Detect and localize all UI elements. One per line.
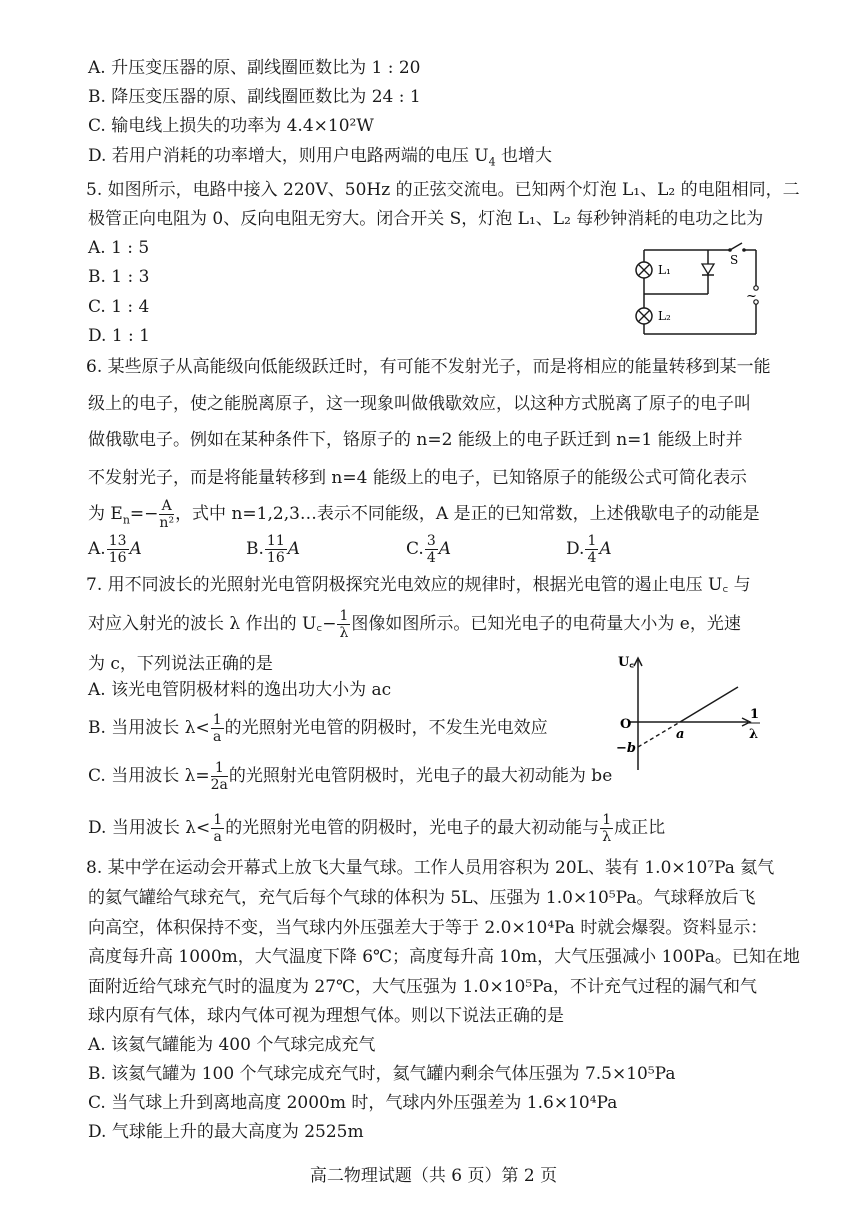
q5-option-d: D. 1 : 1 xyxy=(88,326,150,346)
q4-option-d xyxy=(88,144,552,168)
lamp-l2-icon xyxy=(636,308,652,324)
q6-choice-b-num: 11 xyxy=(266,533,285,549)
q7-option-d xyxy=(88,810,665,846)
q7-option-b xyxy=(88,710,548,746)
q7-option-c xyxy=(88,758,612,794)
q6-stem-line2: 级上的电子，使之能脱离原子，这一现象叫做俄歇效应，以这种方式脱离了原子的电子叫 xyxy=(88,394,751,414)
lamp-l1-label: L₁ xyxy=(658,263,671,277)
q7-line2-frac-num: 1 xyxy=(339,608,349,624)
q7-graph-a-label: a xyxy=(676,727,685,742)
q8-stem-line1: 8. 某中学在运动会开幕式上放飞大量气球。工作人员用容积为 20L、装有 1.0×10⁷Pa 氦气 xyxy=(86,858,775,878)
q6-stem-line1: 6. 某些原子从高能级向低能级跃迁时，有可能不发射光子，而是将相应的能量转移到某一能 xyxy=(86,357,771,377)
q6-choice-d-den: 4 xyxy=(587,550,597,566)
q6-choice-c-num: 3 xyxy=(426,533,436,549)
q6-choice-a-var: A xyxy=(129,539,142,559)
q8-option-c: C. 当气球上升到离地高度 2000m 时，气球内外压强差为 1.6×10⁴Pa xyxy=(88,1093,618,1113)
q5-option-b: B. 1 : 3 xyxy=(88,267,150,287)
q7-option-d-text: D. 当用波长 λ< xyxy=(88,818,211,838)
q6-choice-d xyxy=(566,532,612,566)
q6-stem-line5 xyxy=(88,497,760,531)
q6-choice-c-den: 4 xyxy=(426,550,436,566)
q7-option-c-den: 2a xyxy=(210,777,228,793)
q7-option-b-text: B. 当用波长 λ< xyxy=(88,718,210,738)
q6-choice-d-label: D. xyxy=(566,539,585,559)
q6-choice-d-num: 1 xyxy=(587,533,597,549)
q6-energy-symbol: 为 E xyxy=(88,504,123,524)
q6-energy-eq: =− xyxy=(129,504,159,524)
q7-option-a: A. 该光电管阴极材料的逸出功大小为 ac xyxy=(88,680,392,700)
q7-option-c-num: 1 xyxy=(211,761,228,777)
q6-stem-line4: 不发射光子，而是将能量转移到 n=4 能级上的电子，已知铬原子的能级公式可简化表示 xyxy=(88,468,747,488)
q7-stem-line3: 为 c，下列说法正确的是 xyxy=(88,654,273,674)
q7-stem-line2-text: 对应入射光的波长 λ 作出的 U꜀− xyxy=(88,614,337,634)
q8-option-b: B. 该氦气罐为 100 个气球完成充气时，氦气罐内剩余气体压强为 7.5×10⁵Pa xyxy=(88,1064,676,1084)
q5-circuit-diagram xyxy=(630,238,770,350)
q6-choice-a-label: A. xyxy=(88,539,106,559)
q6-choice-b-var: A xyxy=(287,539,301,559)
q7-uc-graph xyxy=(608,650,778,780)
q6-choice-a xyxy=(88,532,142,566)
q7-option-b-tail: 的光照射光电管的阴极时，不发生光电效应 xyxy=(224,718,548,738)
q7-stem-line2 xyxy=(88,605,741,643)
q7-graph-x-num: 1 xyxy=(750,707,760,722)
q6-energy-sub: n xyxy=(122,513,130,527)
lamp-l1-icon xyxy=(636,262,652,278)
q4-option-c: C. 输电线上损失的功率为 4.4×10²W xyxy=(88,116,374,136)
q8-stem-line6: 球内原有气体，球内气体可视为理想气体。则以下说法正确的是 xyxy=(88,1006,564,1026)
q7-option-b-den: a xyxy=(213,729,222,745)
q7-option-c-text: C. 当用波长 λ= xyxy=(88,766,210,786)
q4-option-b: B. 降压变压器的原、副线圈匝数比为 24 : 1 xyxy=(88,87,421,107)
q5-option-a: A. 1 : 5 xyxy=(88,238,150,258)
q7-option-d-den2: λ xyxy=(602,829,612,845)
q6-energy-fraction xyxy=(159,499,174,530)
q7-option-b-num: 1 xyxy=(212,712,222,728)
q7-line2-frac-den: λ xyxy=(339,625,349,641)
q6-choice-c xyxy=(406,532,451,566)
q8-option-a: A. 该氦气罐能为 400 个气球完成充气 xyxy=(88,1035,376,1055)
q6-choices xyxy=(0,532,867,566)
q7-stem-line2-tail: 图像如图所示。已知光电子的电荷量大小为 e，光速 xyxy=(351,614,741,634)
q7-stem-line1: 7. 用不同波长的光照射光电管阴极探究光电效应的规律时，根据光电管的遏止电压 U꜀ 与 xyxy=(86,575,751,595)
q7-option-c-tail: 的光照射光电管阴极时，光电子的最大初动能为 be xyxy=(228,766,613,786)
q6-stem-tail: ，式中 n=1,2,3…表示不同能级，A 是正的已知常数，上述俄歇电子的动能是 xyxy=(175,504,760,524)
q5-stem-line1: 5. 如图所示，电路中接入 220V、50Hz 的正弦交流电。已知两个灯泡 L₁、L₂ 的电阻相同，二 xyxy=(86,180,800,200)
q7-graph-x-den: λ xyxy=(749,727,759,742)
q8-stem-line4: 高度每升高 1000m，大气温度下降 6℃；高度每升高 10m，大气压强减小 100Pa。已知在地 xyxy=(88,947,800,967)
q7-option-d-den: a xyxy=(213,829,222,845)
q7-option-d-mid: 的光照射光电管的阴极时，光电子的最大初动能与 xyxy=(225,818,600,838)
q6-choice-b-den: 16 xyxy=(266,550,285,566)
q6-frac-den: n² xyxy=(159,515,175,531)
page-footer: 高二物理试题（共 6 页）第 2 页 xyxy=(309,1166,558,1186)
q6-choice-d-var: A xyxy=(599,539,612,559)
q6-choice-b xyxy=(246,532,300,566)
q4-option-d-text: D. 若用户消耗的功率增大，则用户电路两端的电压 U xyxy=(88,146,489,166)
q6-choice-c-label: C. xyxy=(406,539,424,559)
q6-frac-num: A xyxy=(159,499,174,515)
q7-option-d-num: 1 xyxy=(213,812,223,828)
q8-option-d: D. 气球能上升的最大高度为 2525m xyxy=(88,1122,364,1142)
q7-graph-b-label: −b xyxy=(616,741,636,756)
q7-option-d-num2: 1 xyxy=(602,812,612,828)
q4-option-d-tail: 也增大 xyxy=(495,146,552,166)
q4-option-d-sub: 4 xyxy=(488,155,496,169)
q8-stem-line5: 面附近给气球充气时的温度为 27℃，大气压强为 1.0×10⁵Pa，不计充气过程的漏气和气 xyxy=(88,977,757,997)
q5-stem-line2: 极管正向电阻为 0、反向电阻无穷大。闭合开关 S，灯泡 L₁、L₂ 每秒钟消耗的电功之比为 xyxy=(88,209,764,229)
q6-stem-line3: 做俄歇电子。例如在某种条件下，铬原子的 n=2 能级上的电子跃迁到 n=1 能级上时并 xyxy=(88,430,743,450)
q6-choice-c-var: A xyxy=(438,539,452,559)
q7-graph-y-label: U꜀ xyxy=(618,655,634,670)
q8-stem-line2: 的氦气罐给气球充气，充气后每个气球的体积为 5L、压强为 1.0×10⁵Pa。气球释放后飞 xyxy=(88,888,756,908)
lamp-l2-label: L₂ xyxy=(658,309,671,323)
diode-icon xyxy=(702,264,714,275)
q6-choice-b-label: B. xyxy=(246,539,264,559)
q7-graph-origin: O xyxy=(620,717,632,732)
q4-option-a: A. 升压变压器的原、副线圈匝数比为 1 : 20 xyxy=(88,58,421,78)
q5-option-c: C. 1 : 4 xyxy=(88,297,150,317)
switch-label: S xyxy=(730,253,739,267)
q6-choice-a-num: 13 xyxy=(108,533,127,549)
q6-choice-a-den: 16 xyxy=(108,550,127,566)
source-label: ~ xyxy=(746,289,757,304)
q7-option-d-tail: 成正比 xyxy=(614,818,666,838)
q8-stem-line3: 向高空，体积保持不变，当气球内外压强差大于等于 2.0×10⁴Pa 时就会爆裂。资料显示： xyxy=(88,918,768,938)
